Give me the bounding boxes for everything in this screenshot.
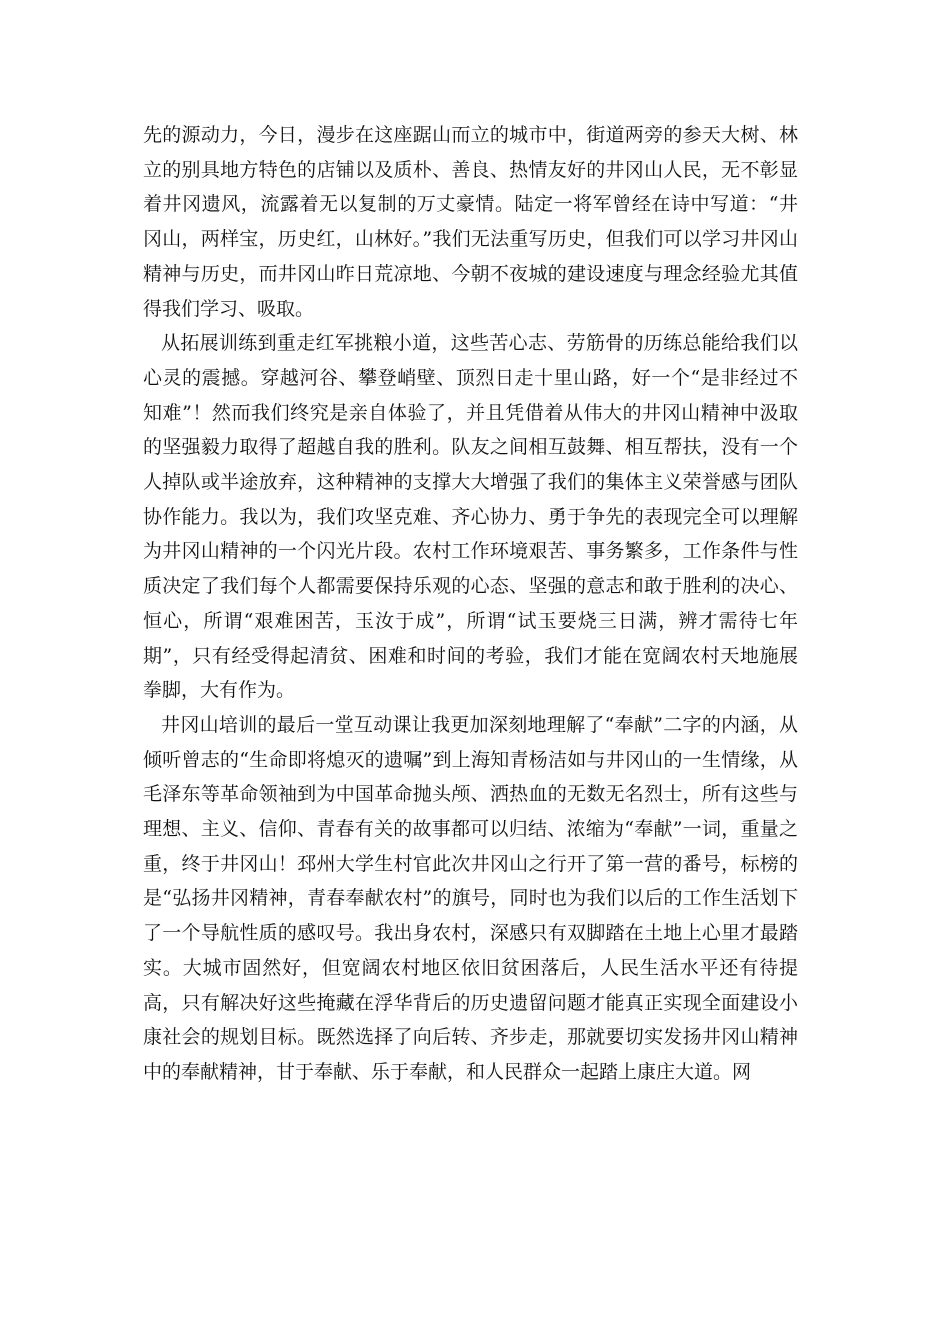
document-body <box>143 118 798 1090</box>
paragraph-1: 先的源动力，今日，漫步在这座踞山而立的城市中，街道两旁的参天大树、林立的别具地方特色的店铺以及质朴、善良、热情友好的井冈山人民，无不彰显着井冈遗风，流露着无以复制的万丈豪情。陆定一将军曾经在诗中写道：“井冈山，两样宝，历史红，山林好。”我们无法重写历史，但我们可以学习井冈山精神与历史，而井冈山昨日荒凉地、今朝不夜城的建设速度与理念经验尤其值得我们学习、吸取。 <box>143 124 798 320</box>
paragraph-3: 井冈山培训的最后一堂互动课让我更加深刻地理解了“奉献”二字的内涵，从倾听曾志的“生命即将熄灭的遗嘱”到上海知青杨洁如与井冈山的一生情缘，从毛泽东等革命领袖到为中国革命抛头颅、洒热血的无数无名烈士，所有这些与理想、主义、信仰、青春有关的故事都可以归结、浓缩为“奉献”一词，重量之重，终于井冈山！邳州大学生村官此次井冈山之行开了第一营的番号，标榜的是“弘扬井冈精神，青春奉献农村”的旗号，同时也为我们以后的工作生活划下了一个导航性质的感叹号。我出身农村，深感只有双脚踏在土地上心里才最踏实。大城市固然好，但宽阔农村地区依旧贫困落后，人民生活水平还有待提高，只有解决好这些掩藏在浮华背后的历史遗留问题才能真正实现全面建设小康社会的规划目标。既然选择了向后转、齐步走，那就要切实发扬井冈山精神中的奉献精神，甘于奉献、乐于奉献，和人民群众一起踏上康庄大道。网 <box>143 713 798 1083</box>
paragraph-2: 从拓展训练到重走红军挑粮小道，这些苦心志、劳筋骨的历练总能给我们以心灵的震撼。穿越河谷、攀登峭壁、顶烈日走十里山路，好一个“是非经过不知难”！然而我们终究是亲自体验了，并且凭借着从伟大的井冈山精神中汲取的坚强毅力取得了超越自我的胜利。队友之间相互鼓舞、相互帮扶，没有一个人掉队或半途放弃，这种精神的支撑大大增强了我们的集体主义荣誉感与团队协作能力。我以为，我们攻坚克难、齐心协力、勇于争先的表现完全可以理解为井冈山精神的一个闪光片段。农村工作环境艰苦、事务繁多，工作条件与性质决定了我们每个人都需要保持乐观的心态、坚强的意志和敢于胜利的决心、恒心，所谓“艰难困苦，玉汝于成”，所谓“试玉要烧三日满，辨才需待七年期”，只有经受得起清贫、困难和时间的考验，我们才能在宽阔农村天地施展拳脚，大有作为。 <box>143 332 798 702</box>
